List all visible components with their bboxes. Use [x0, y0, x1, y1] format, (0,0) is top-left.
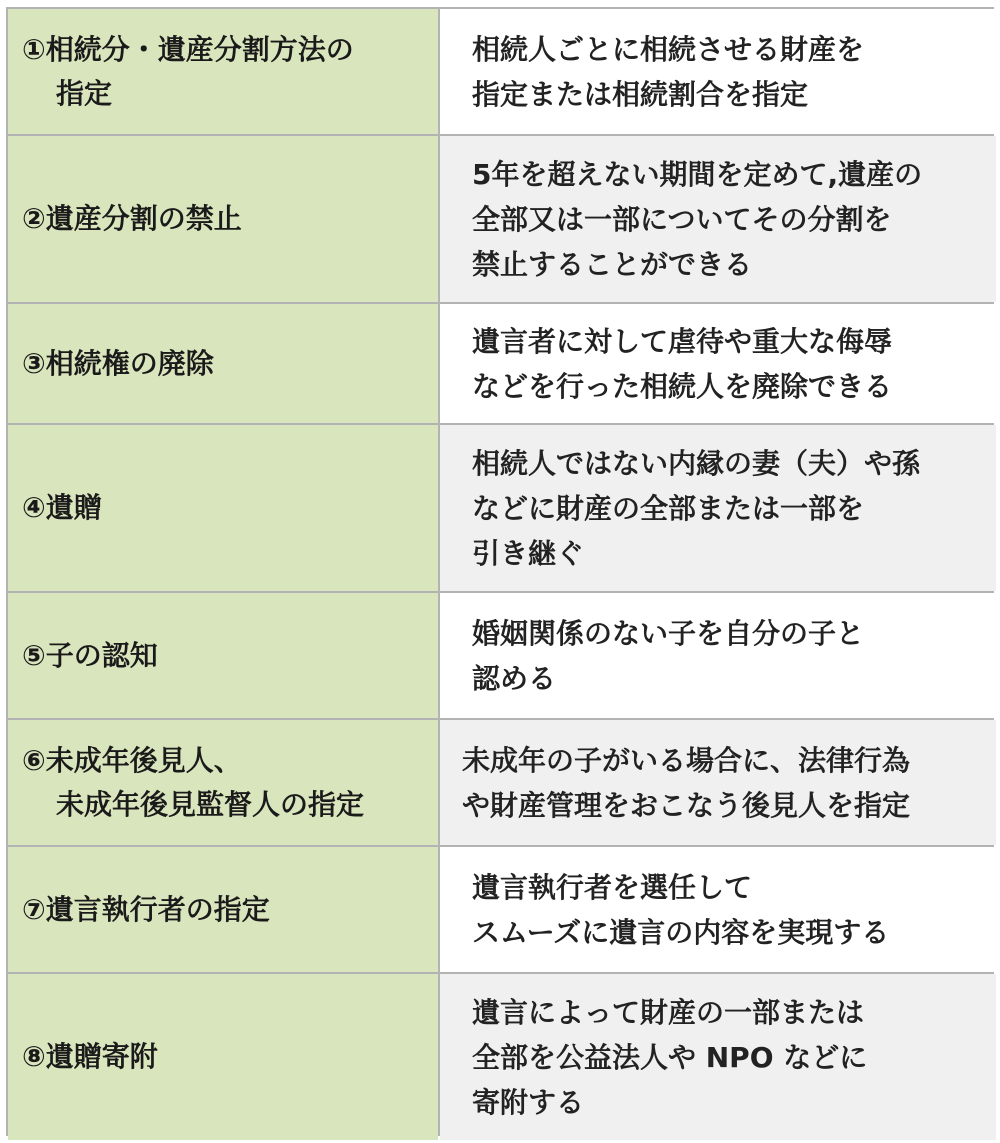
row-5-key [8, 593, 438, 718]
row-3-value [440, 304, 996, 423]
row-8-key-text: ⑧遺贈寄附 [22, 1040, 158, 1073]
will-provisions-table [6, 7, 994, 1136]
row-6-value-text: 未成年の子がいる場合に、法律行為 や財産管理をおこなう後見人を指定 [462, 743, 911, 822]
row-6-key-line2: 未成年後見監督人の指定 [56, 787, 365, 821]
row-3-key [8, 304, 438, 423]
row-1-value [440, 9, 996, 134]
row-1-key-line1: ①相続分・遺産分割方法の [22, 32, 354, 66]
row-8-value-text: 遺言によって財産の一部または 全部を公益法人や NPO などに 寄附する [472, 995, 868, 1119]
row-1-key [8, 9, 438, 134]
row-2-value-text: 5年を超えない期間を定めて,遺産の 全部又は一部についてその分割を 禁止することができる [472, 157, 923, 281]
row-5-key-text: ⑤子の認知 [22, 638, 158, 672]
row-4-value [440, 425, 996, 591]
row-4-key-text: ④遺贈 [22, 491, 102, 524]
row-5-value-text: 婚姻関係のない子を自分の子と 認める [472, 616, 865, 695]
row-2-key-text: ②遺産分割の禁止 [22, 202, 242, 235]
row-1-key-line2: 指定 [56, 76, 113, 110]
row-7-value-text: 遺言執行者を選任して スムーズに遺言の内容を実現する [472, 870, 890, 949]
row-7-key-text: ⑦遺言執行者の指定 [22, 892, 270, 926]
row-1-value-text: 相続人ごとに相続させる財産を 指定または相続割合を指定 [472, 32, 865, 111]
row-6-key [8, 720, 438, 845]
row-6-key-line1: ⑥未成年後見人、 [22, 743, 242, 777]
row-2-key [8, 136, 438, 302]
row-7-value [440, 847, 996, 972]
row-2-value [440, 136, 996, 302]
row-4-value-text: 相続人ではない内縁の妻（夫）や孫 などに財産の全部または一部を 引き継ぐ [472, 446, 921, 570]
row-3-key-text: ③相続権の廃除 [22, 346, 214, 380]
row-5-value [440, 593, 996, 718]
row-4-key [8, 425, 438, 591]
row-3-value-text: 遺言者に対して虐待や重大な侮辱 などを行った相続人を廃除できる [472, 324, 893, 403]
row-6-value [440, 720, 996, 845]
row-8-key [8, 974, 438, 1140]
row-8-value [440, 974, 996, 1140]
row-7-key [8, 847, 438, 972]
